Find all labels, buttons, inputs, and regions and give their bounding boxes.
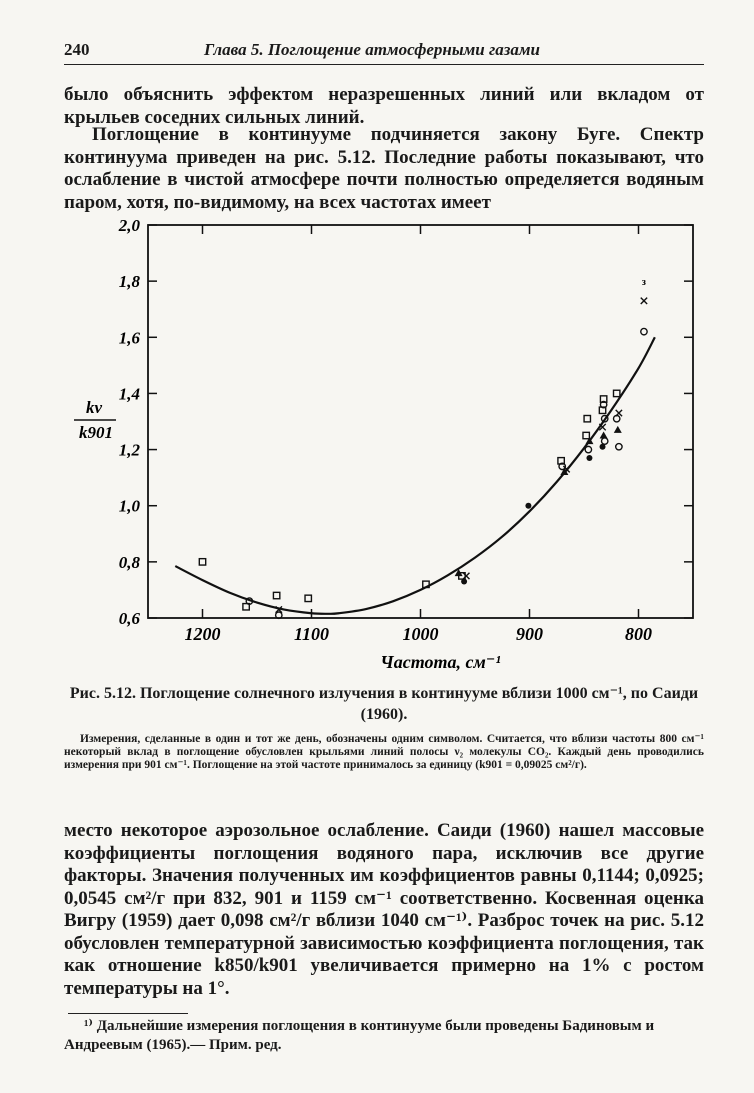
footnote: ¹⁾ Дальнейшие измерения поглощения в континууме были проведены Бадиновым и Андреевым (1965).— Прим. ред. (64, 1018, 655, 1053)
data-point-square (584, 415, 590, 421)
chart-ticks (148, 225, 693, 618)
data-point-square (273, 592, 279, 598)
y-tick-label: 1,0 (118, 496, 140, 516)
data-point-square (305, 595, 311, 601)
figure-5-12 (60, 210, 710, 680)
chart-tick-labels (118, 216, 652, 644)
fit-curve (175, 337, 655, 614)
data-point-dot (525, 503, 531, 509)
data-point-three: з (641, 277, 646, 289)
data-point-circle (614, 415, 620, 421)
data-point-triangle (614, 426, 622, 433)
figure-caption-title: Рис. 5.12. Поглощение солнечного излучения в континууме вблизи 1000 см⁻¹, по Саиди (1960). (69, 685, 699, 723)
chart-axes (148, 225, 693, 618)
x-tick-label: 1200 (184, 624, 221, 644)
chapter-title: Глава 5. Поглощение атмосферными газами (204, 40, 541, 59)
x-tick-label: 900 (516, 624, 543, 644)
data-point-cross (641, 298, 647, 304)
page-number: 240 (64, 40, 90, 59)
x-tick-label: 800 (625, 624, 652, 644)
data-point-circle (641, 328, 647, 334)
data-point-square (199, 559, 205, 565)
chart-markers (199, 277, 647, 618)
data-point-circle (602, 438, 608, 444)
y-tick-label: 1,8 (118, 272, 140, 292)
continuum-absorption-chart (60, 210, 710, 680)
x-tick-label: 1000 (402, 624, 439, 644)
data-point-dot (600, 444, 606, 450)
data-point-circle (585, 446, 591, 452)
y-tick-label: 2,0 (118, 216, 140, 235)
y-tick-label: 0,6 (118, 609, 140, 628)
x-axis-label: Частота, см⁻¹ (380, 652, 501, 672)
plot-frame (148, 225, 693, 618)
y-tick-label: 1,6 (118, 328, 140, 348)
data-point-dot (461, 579, 467, 585)
y-tick-label: 1,2 (118, 440, 140, 460)
data-point-dot (586, 455, 592, 461)
running-head (64, 38, 704, 65)
y-tick-label: 0,8 (118, 552, 140, 572)
figure-caption-body: Измерения, сделанные в один и тот же день, обозначены одним символом. Считается, что вблизи частоты 800 см⁻¹ некоторый вклад в поглощение обусловлен крыльями линий полосы ν₂ молекулы CO₂. Каждый день проводились измерения при 901 см⁻¹. Поглощение на этой частоте принималось за единицу (k901 = 0,09025 см²/г). (64, 733, 704, 771)
footnote-rule (68, 1013, 188, 1014)
paragraph-bottom: место некоторое аэрозольное ослабление. Саиди (1960) нашел массовые коэффициенты поглощения водяного пара, исключив все другие факторы. Значения полученных им коэффициентов равны 0,1144; 0,0925; 0,0545 см²/г при 832, 901 и 1159 см⁻¹ соответственно. Косвенная оценка Вигру (1959) дает 0,098 см²/г вблизи 1040 см⁻¹⁾. Разброс точек на рис. 5.12 обусловлен температурной зависимостью коэффициента поглощения, так как отношение k850/k901 увеличивается примерно на 1% с ростом температуры на 1°. (64, 820, 704, 999)
data-point-circle (616, 444, 622, 450)
paragraph-bouguer: Поглощение в континууме подчиняется закону Буге. Спектр континуума приведен на рис. 5.12. Последние работы показывают, что ослабление в чистой атмосфере почти полностью определяется водяным паром, хотя, по-видимому, на всех частотах имеет (64, 124, 704, 213)
data-point-square (614, 390, 620, 396)
paragraph-top: было объяснить эффектом неразрешенных линий или вкладом от крыльев соседних сильных линий. (64, 84, 704, 128)
data-point-cross (463, 573, 469, 579)
data-point-square (583, 432, 589, 438)
y-axis-label-denominator: k901 (79, 423, 113, 442)
y-tick-label: 1,4 (118, 384, 140, 404)
y-axis-label-numerator: kν (85, 398, 103, 417)
x-tick-label: 1100 (293, 624, 330, 644)
